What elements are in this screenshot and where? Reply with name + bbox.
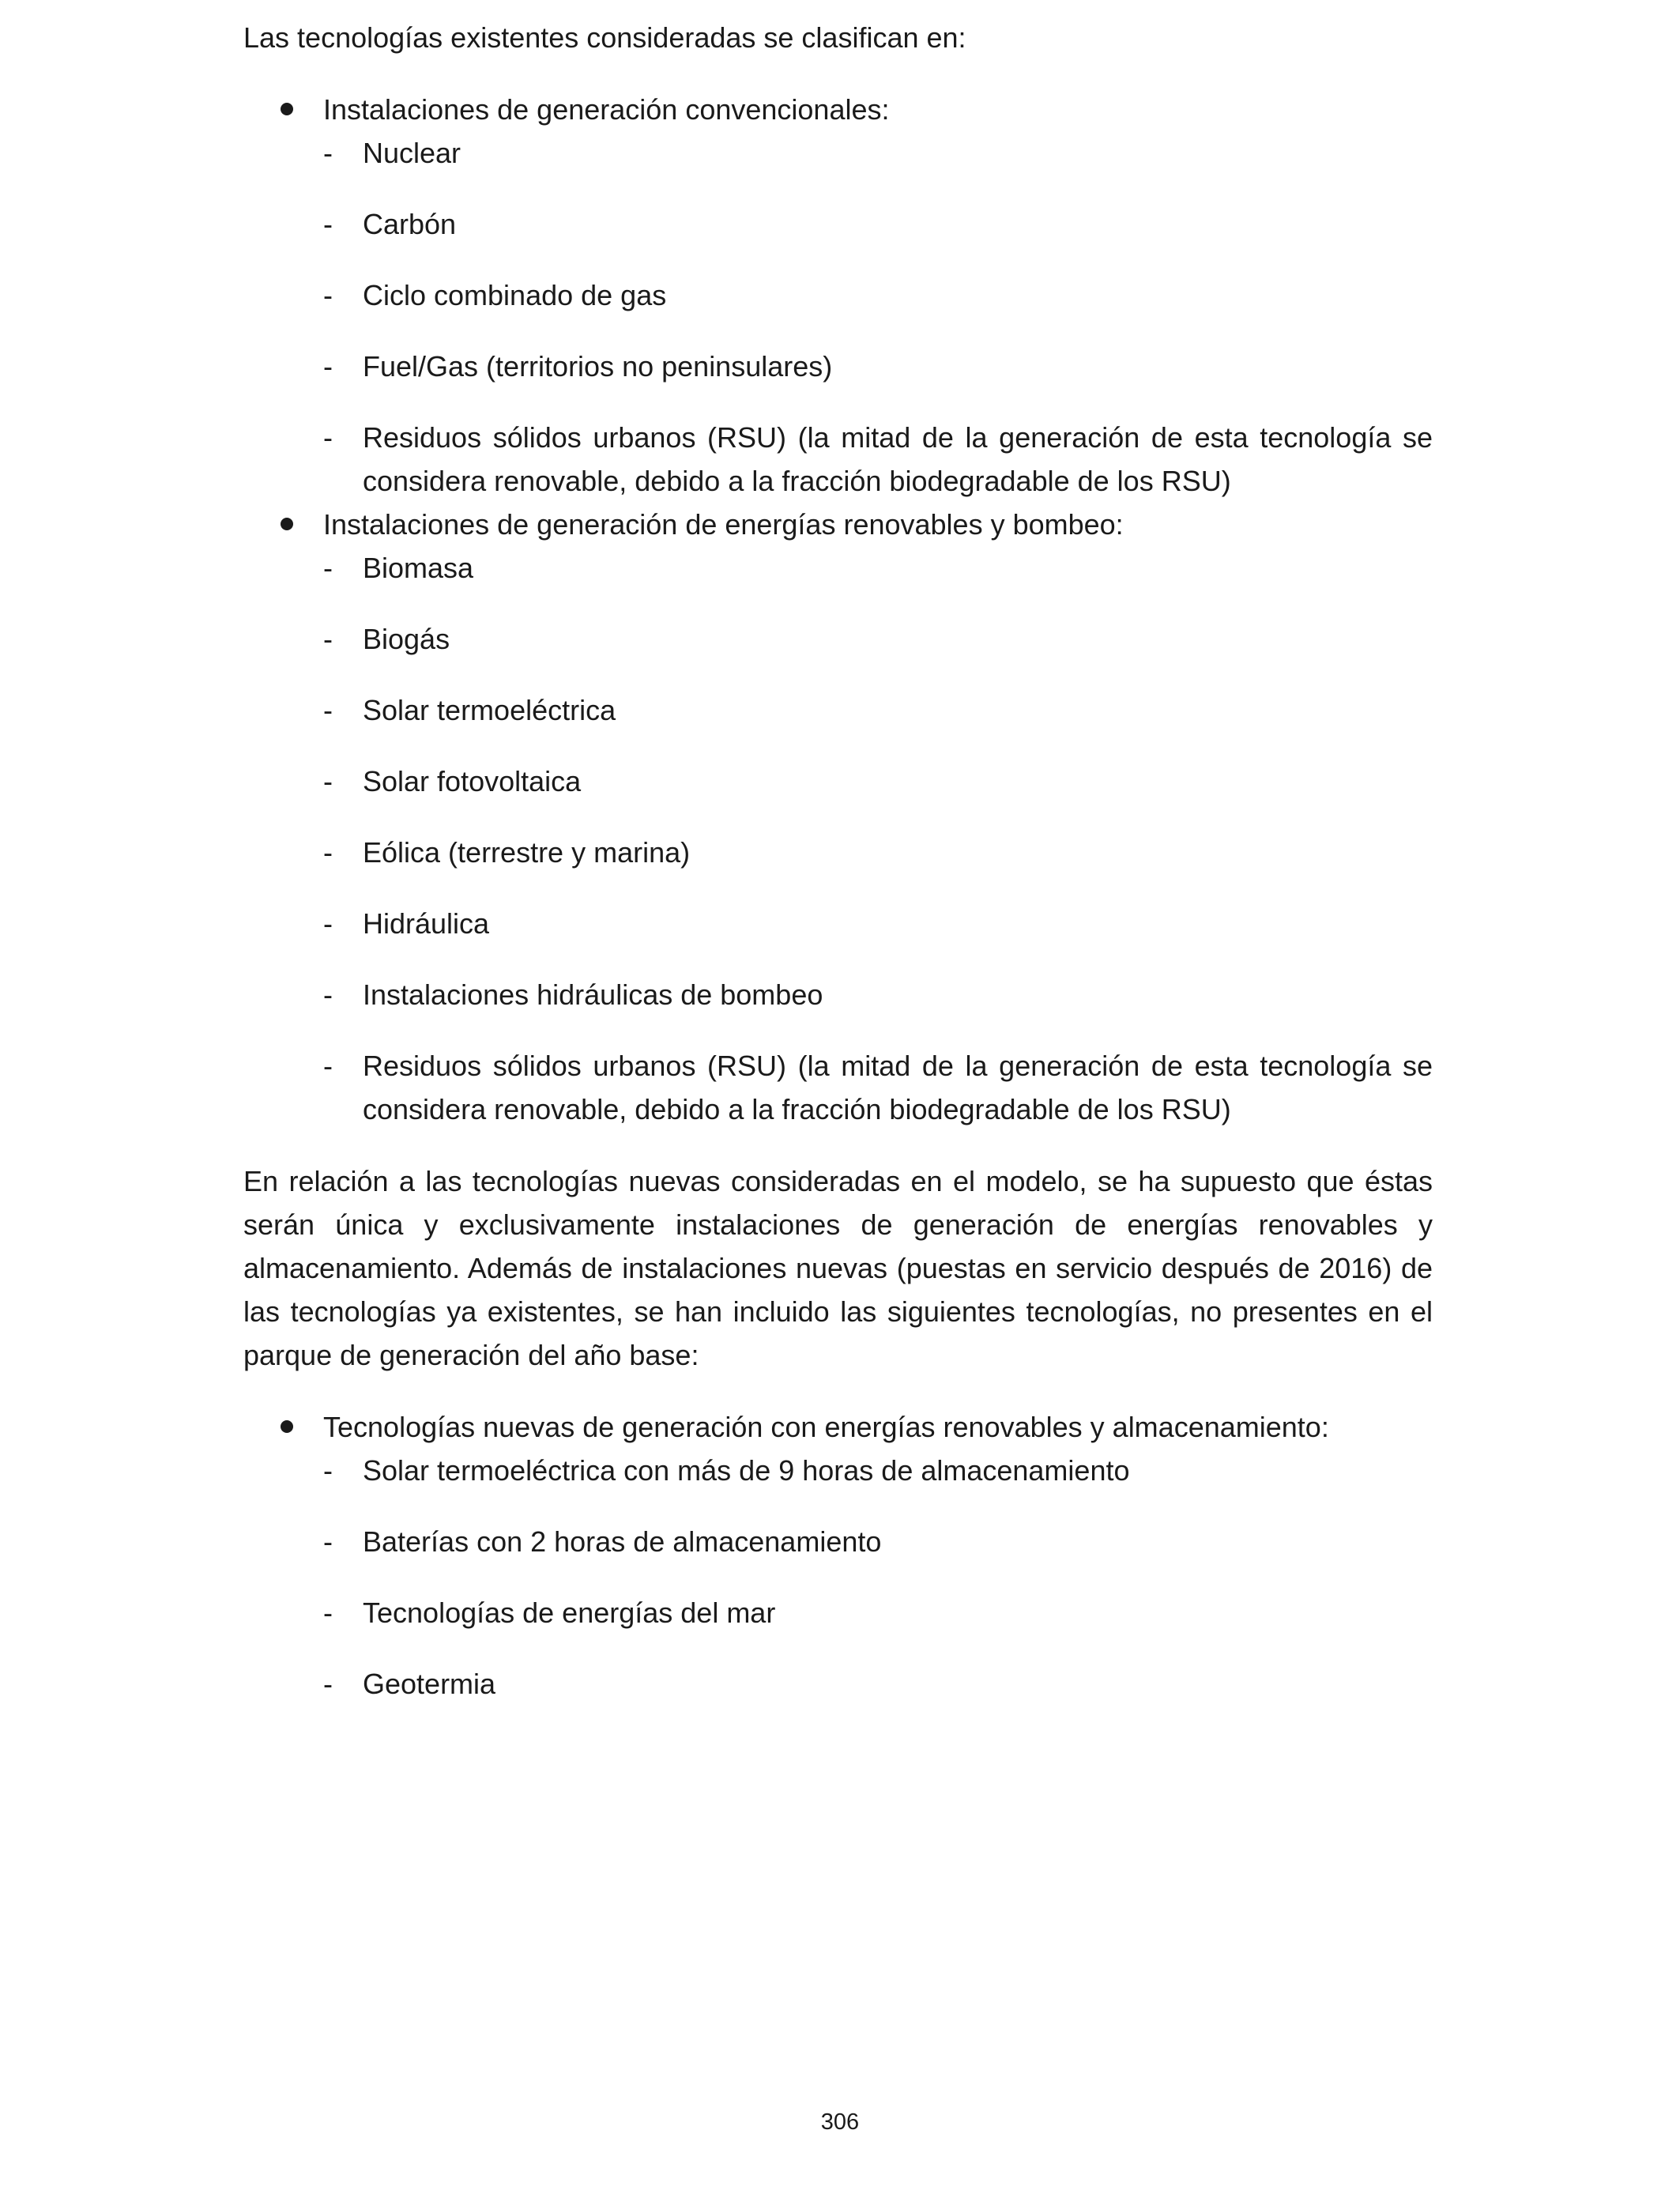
list-item-text: Biogás <box>363 623 450 655</box>
list-item-text: Hidráulica <box>363 907 490 940</box>
dash-marker: - <box>323 907 333 940</box>
body-paragraph: En relación a las tecnologías nuevas consideradas en el modelo, se ha supuesto que éstas serán única y exclusivamente instalaciones de generación de energías renovables y almacenamiento. Además de instalaciones nuevas (puestas en servicio después de 2016) de las tecnologías ya existentes, se han incluido las siguientes tecnologías, no presentes en el parque de generación del año base: <box>243 1165 1433 1371</box>
list-item-text: Nuclear <box>363 137 461 169</box>
list-item <box>323 1449 1433 1492</box>
list-item <box>323 345 1433 388</box>
list-item <box>323 973 1433 1016</box>
list-item <box>323 688 1433 732</box>
list-item-text: Ciclo combinado de gas <box>363 279 667 311</box>
list-item <box>323 760 1433 803</box>
section-item <box>243 1405 1433 1706</box>
list-item-text: Residuos sólidos urbanos (RSU) (la mitad de la generación de esta tecnología se considera renovable, debido a la fracción biodegradable de los RSU) <box>363 421 1433 497</box>
list-item-text: Solar termoeléctrica con más de 9 horas de almacenamiento <box>363 1454 1130 1487</box>
section-item <box>243 88 1433 503</box>
section-heading: Instalaciones de generación de energías renovables y bombeo: <box>323 508 1124 541</box>
dash-marker: - <box>323 1050 333 1082</box>
list-item-text: Baterías con 2 horas de almacenamiento <box>363 1525 882 1558</box>
intro-text: Las tecnologías existentes consideradas se clasifican en: <box>243 21 966 54</box>
dash-marker: - <box>323 1525 333 1558</box>
dash-marker: - <box>323 421 333 454</box>
list-item <box>323 131 1433 175</box>
dash-marker: - <box>323 1668 333 1700</box>
list-item-text: Residuos sólidos urbanos (RSU) (la mitad de la generación de esta tecnología se considera renovable, debido a la fracción biodegradable de los RSU) <box>363 1050 1433 1125</box>
bullet-icon <box>281 103 293 115</box>
existing-technologies-list <box>243 88 1433 1131</box>
dash-marker: - <box>323 137 333 169</box>
dash-marker: - <box>323 623 333 655</box>
list-item <box>323 1044 1433 1131</box>
list-item-text: Biomasa <box>363 552 474 584</box>
document-page <box>243 16 1433 1734</box>
dash-marker: - <box>323 978 333 1011</box>
dash-marker: - <box>323 208 333 240</box>
list-item-text: Solar fotovoltaica <box>363 765 582 797</box>
list-item <box>323 1662 1433 1706</box>
dash-marker: - <box>323 279 333 311</box>
list-item-text: Fuel/Gas (territorios no peninsulares) <box>363 350 833 383</box>
list-item <box>323 902 1433 945</box>
list-item <box>323 831 1433 874</box>
list-item-text: Solar termoeléctrica <box>363 694 616 726</box>
dash-marker: - <box>323 1454 333 1487</box>
bullet-icon <box>281 1420 293 1433</box>
list-item-text: Geotermia <box>363 1668 496 1700</box>
list-item <box>323 202 1433 246</box>
section-heading: Tecnologías nuevas de generación con energías renovables y almacenamiento: <box>323 1411 1329 1443</box>
list-item-text: Eólica (terrestre y marina) <box>363 836 691 869</box>
list-item <box>323 273 1433 317</box>
dash-marker: - <box>323 836 333 869</box>
dash-marker: - <box>323 350 333 383</box>
list-item <box>323 1591 1433 1634</box>
section-heading: Instalaciones de generación convencionales: <box>323 93 890 126</box>
page-number: 306 <box>820 2109 860 2135</box>
sub-list <box>323 131 1433 503</box>
section-item <box>243 503 1433 1131</box>
dash-marker: - <box>323 694 333 726</box>
new-technologies-list <box>243 1405 1433 1706</box>
list-item <box>323 1520 1433 1563</box>
sub-list <box>323 546 1433 1131</box>
list-item-text: Instalaciones hidráulicas de bombeo <box>363 978 823 1011</box>
sub-list <box>323 1449 1433 1706</box>
bullet-icon <box>281 518 293 530</box>
list-item-text: Carbón <box>363 208 457 240</box>
list-item <box>323 416 1433 503</box>
dash-marker: - <box>323 765 333 797</box>
dash-marker: - <box>323 552 333 584</box>
list-item <box>323 546 1433 590</box>
list-item-text: Tecnologías de energías del mar <box>363 1596 776 1629</box>
dash-marker: - <box>323 1596 333 1629</box>
list-item <box>323 617 1433 661</box>
